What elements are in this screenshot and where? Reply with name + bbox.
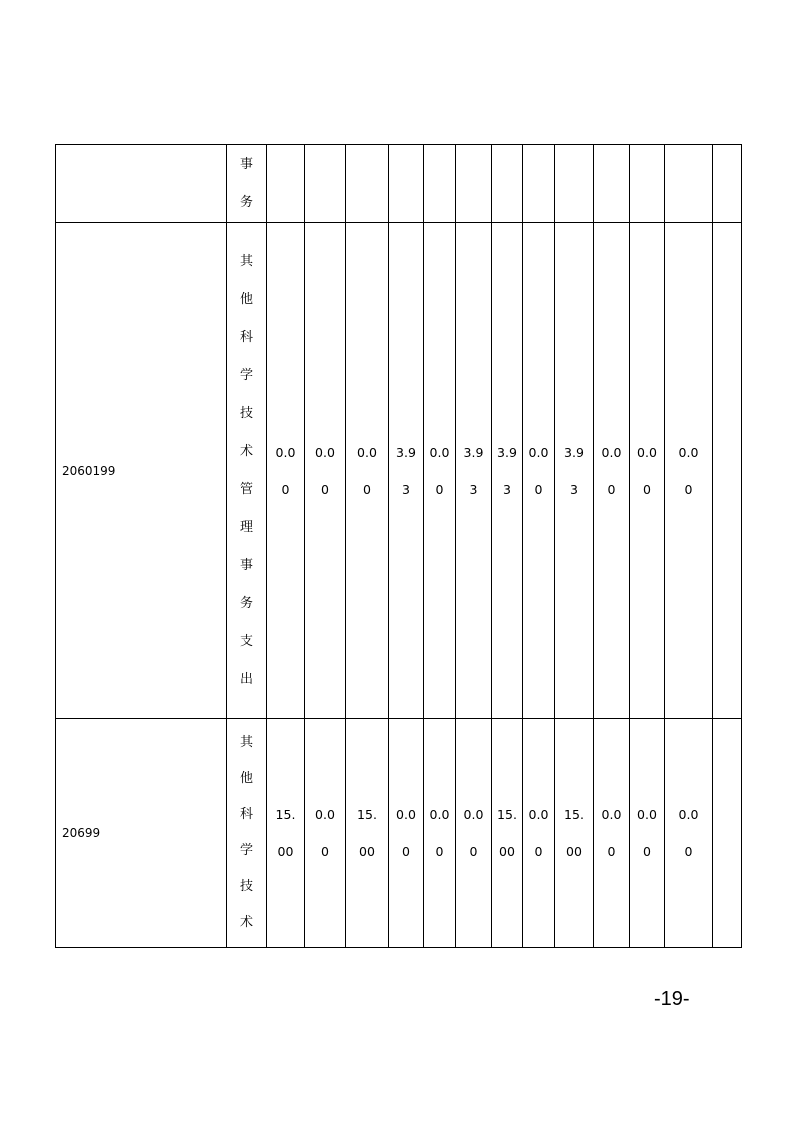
value-cell: 0.00 (594, 223, 630, 719)
value-cell: 0.00 (523, 719, 555, 948)
value-cell (713, 719, 742, 948)
subject-name-cell (227, 223, 267, 719)
value-cell: 15.00 (555, 719, 594, 948)
value-cell (389, 145, 424, 223)
value-cell (630, 145, 665, 223)
value-cell: 15.00 (267, 719, 305, 948)
value-cell: 0.00 (305, 719, 346, 948)
subject-name-cell (227, 145, 267, 223)
subject-name-cell (227, 719, 267, 948)
value-cell: 0.00 (424, 719, 456, 948)
value-cell (346, 145, 389, 223)
value-cell (713, 223, 742, 719)
subject-name: 其他科学技术 (239, 735, 253, 930)
value-cell (492, 145, 523, 223)
value-cell (665, 145, 713, 223)
value-cell: 0.00 (523, 223, 555, 719)
subject-name: 事务 (239, 156, 253, 210)
value-cell (555, 145, 594, 223)
value-cell: 15.00 (492, 719, 523, 948)
value-cell: 0.00 (305, 223, 346, 719)
table-row (56, 145, 742, 223)
value-cell: 3.93 (492, 223, 523, 719)
value-cell: 3.93 (389, 223, 424, 719)
subject-code-cell: 20699 (56, 719, 227, 948)
value-cell: 3.93 (555, 223, 594, 719)
budget-table (55, 144, 742, 948)
value-cell: 0.00 (665, 223, 713, 719)
value-cell (713, 145, 742, 223)
value-cell: 0.00 (665, 719, 713, 948)
value-cell (305, 145, 346, 223)
value-cell: 0.00 (630, 223, 665, 719)
table-row (56, 719, 742, 948)
value-cell (456, 145, 492, 223)
value-cell: 0.00 (594, 719, 630, 948)
value-cell (424, 145, 456, 223)
value-cell (594, 145, 630, 223)
subject-code-cell (56, 145, 227, 223)
value-cell: 0.00 (346, 223, 389, 719)
value-cell: 15.00 (346, 719, 389, 948)
value-cell: 3.93 (456, 223, 492, 719)
value-cell: 0.00 (267, 223, 305, 719)
value-cell (267, 145, 305, 223)
subject-code-cell: 2060199 (56, 223, 227, 719)
table-row (56, 223, 742, 719)
subject-name: 其他科学技术管理事务支出 (239, 253, 253, 687)
value-cell: 0.00 (389, 719, 424, 948)
value-cell: 0.00 (424, 223, 456, 719)
value-cell: 0.00 (456, 719, 492, 948)
page-number: -19- (654, 988, 690, 1010)
value-cell: 0.00 (630, 719, 665, 948)
value-cell (523, 145, 555, 223)
